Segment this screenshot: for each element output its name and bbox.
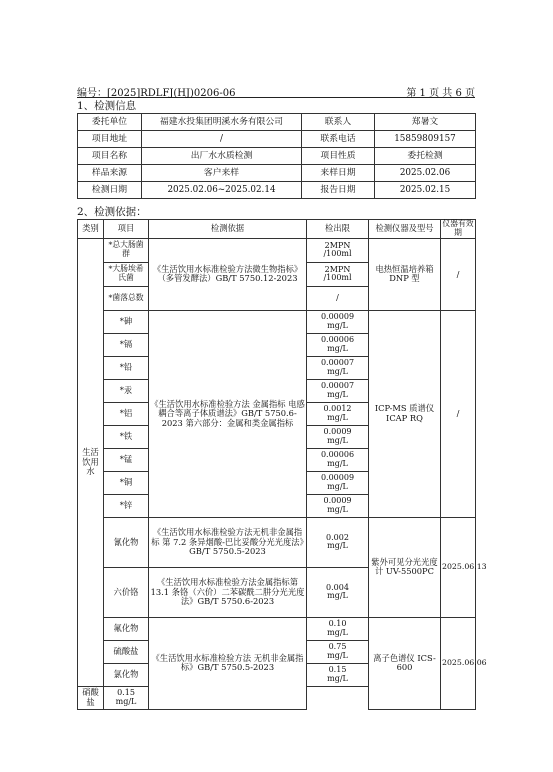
- limit-cell: 0.00009 mg/L: [307, 471, 369, 494]
- label-cell: 来样日期: [302, 165, 375, 182]
- limit-cell: 2MPN /100ml: [307, 238, 369, 262]
- table-row: [78, 238, 476, 262]
- value-cell: 出厂水水质检测: [142, 148, 302, 165]
- method-cell: 《生活饮用水标准检验方法 金属指标 电感耦合等离子体质谱法》GB/T 5750.6-2023 第六部分：金属和类金属指标: [149, 310, 307, 517]
- limit-cell: /: [307, 286, 369, 310]
- label-cell: 样品来源: [78, 165, 142, 182]
- page-header: [77, 84, 475, 98]
- value-cell: /: [142, 131, 302, 148]
- limit-cell: 0.00007 mg/L: [307, 356, 369, 379]
- limit-cell: 0.00006 mg/L: [307, 333, 369, 356]
- page-number: 第 1 页 共 6 页: [406, 88, 475, 99]
- column-header: 检出限: [307, 220, 369, 239]
- instrument-cell: 紫外可见分光光度计 UV-5500PC: [369, 517, 441, 617]
- table-row: [78, 310, 476, 333]
- label-cell: 项目性质: [302, 148, 375, 165]
- section-title-info: 1、检测信息: [77, 100, 137, 112]
- limit-cell: 0.00009 mg/L: [307, 310, 369, 333]
- limit-cell: 0.15 mg/L: [307, 663, 369, 686]
- table-row: [78, 165, 476, 182]
- value-cell: 2025.02.06~2025.02.14: [142, 182, 302, 199]
- limit-cell: 0.0009 mg/L: [307, 494, 369, 517]
- value-cell: 2025.02.15: [375, 182, 476, 199]
- item-cell: *铅: [104, 356, 149, 379]
- item-cell: *铜: [104, 471, 149, 494]
- limit-cell: 0.10 mg/L: [307, 617, 369, 640]
- method-cell: 《生活饮用水标准检验方法 无机非金属指标》GB/T 5750.5-2023: [149, 617, 307, 709]
- item-cell: *大肠埃希氏菌: [104, 262, 149, 286]
- label-cell: 联系电话: [302, 131, 375, 148]
- table-header-row: [78, 220, 476, 239]
- valid-cell: 2025.06.06: [441, 617, 476, 709]
- item-cell: 氟化物: [104, 617, 149, 640]
- limit-cell: 0.004 mg/L: [307, 567, 369, 617]
- info-table: [77, 113, 476, 199]
- item-cell: *镉: [104, 333, 149, 356]
- table-row: [78, 114, 476, 131]
- valid-cell: 2025.06.13: [441, 517, 476, 617]
- report-number: 编号：[2025]RDLFJ(HJ)0206-06: [77, 88, 236, 99]
- item-cell: 硝酸盐: [78, 686, 104, 709]
- valid-cell: /: [441, 238, 476, 310]
- method-cell: 《生活饮用水标准检验方法微生物指标》（多管发酵法）GB/T 5750.12-2023: [149, 238, 307, 310]
- label-cell: 联系人: [302, 114, 375, 131]
- basis-table: [77, 219, 487, 710]
- item-cell: *铝: [104, 402, 149, 425]
- item-cell: 氰化物: [104, 517, 149, 567]
- item-cell: *汞: [104, 379, 149, 402]
- table-row: [78, 182, 476, 199]
- item-cell: *铁: [104, 425, 149, 448]
- label-cell: 报告日期: [302, 182, 375, 199]
- limit-cell: 0.15 mg/L: [104, 686, 149, 709]
- value-cell: 客户来样: [142, 165, 302, 182]
- item-cell: *锌: [104, 494, 149, 517]
- limit-cell: 2MPN /100ml: [307, 262, 369, 286]
- table-row: [78, 617, 476, 640]
- table-row: [78, 517, 476, 567]
- instrument-cell: 电热恒温培养箱 DNP 型: [369, 238, 441, 310]
- limit-cell: 0.0009 mg/L: [307, 425, 369, 448]
- value-cell: 15859809157: [375, 131, 476, 148]
- label-cell: 委托单位: [78, 114, 142, 131]
- method-cell: 《生活饮用水标准检验方法金属指标第 13.1 条铬（六价）二苯碳酰二肼分光光度法》GB/T 5750.6-2023: [149, 567, 307, 617]
- category-cell: 生活饮用水: [78, 238, 104, 686]
- item-cell: *锰: [104, 448, 149, 471]
- limit-cell: 0.00007 mg/L: [307, 379, 369, 402]
- limit-cell: 0.0012 mg/L: [307, 402, 369, 425]
- column-header: 仪器有效期: [442, 219, 474, 237]
- limit-cell: 0.00006 mg/L: [307, 448, 369, 471]
- value-cell: 2025.02.06: [375, 165, 476, 182]
- column-header: 检测依据: [149, 220, 307, 239]
- value-cell: 福建水投集团明溪水务有限公司: [142, 114, 302, 131]
- valid-cell: /: [441, 310, 476, 517]
- item-cell: *总大肠菌群: [104, 238, 149, 262]
- instrument-cell: 离子色谱仪 ICS-600: [369, 617, 441, 709]
- value-cell: 委托检测: [375, 148, 476, 165]
- label-cell: 项目地址: [78, 131, 142, 148]
- table-row: [78, 148, 476, 165]
- column-header: 类别: [78, 220, 104, 239]
- value-cell: 郑暑文: [375, 114, 476, 131]
- column-header: 项目: [104, 220, 149, 239]
- item-cell: 六价铬: [104, 567, 149, 617]
- item-cell: *菌落总数: [104, 286, 149, 310]
- limit-cell: 0.75 mg/L: [307, 640, 369, 663]
- section-title-basis: 2、检测依据：: [77, 206, 147, 218]
- item-cell: 硫酸盐: [104, 640, 149, 663]
- method-cell: 《生活饮用水标准检验方法无机非金属指标 第 7.2 条异烟酸-巴比妥酸分光光度法》GB/T 5750.5-2023: [149, 517, 307, 567]
- item-cell: *砷: [104, 310, 149, 333]
- item-cell: 氯化物: [104, 663, 149, 686]
- label-cell: 检测日期: [78, 182, 142, 199]
- table-row: [78, 131, 476, 148]
- label-cell: 项目名称: [78, 148, 142, 165]
- column-header: 检测仪器及型号: [369, 220, 441, 239]
- instrument-cell: ICP-MS 质谱仪 ICAP RQ: [369, 310, 441, 517]
- limit-cell: 0.002 mg/L: [307, 517, 369, 567]
